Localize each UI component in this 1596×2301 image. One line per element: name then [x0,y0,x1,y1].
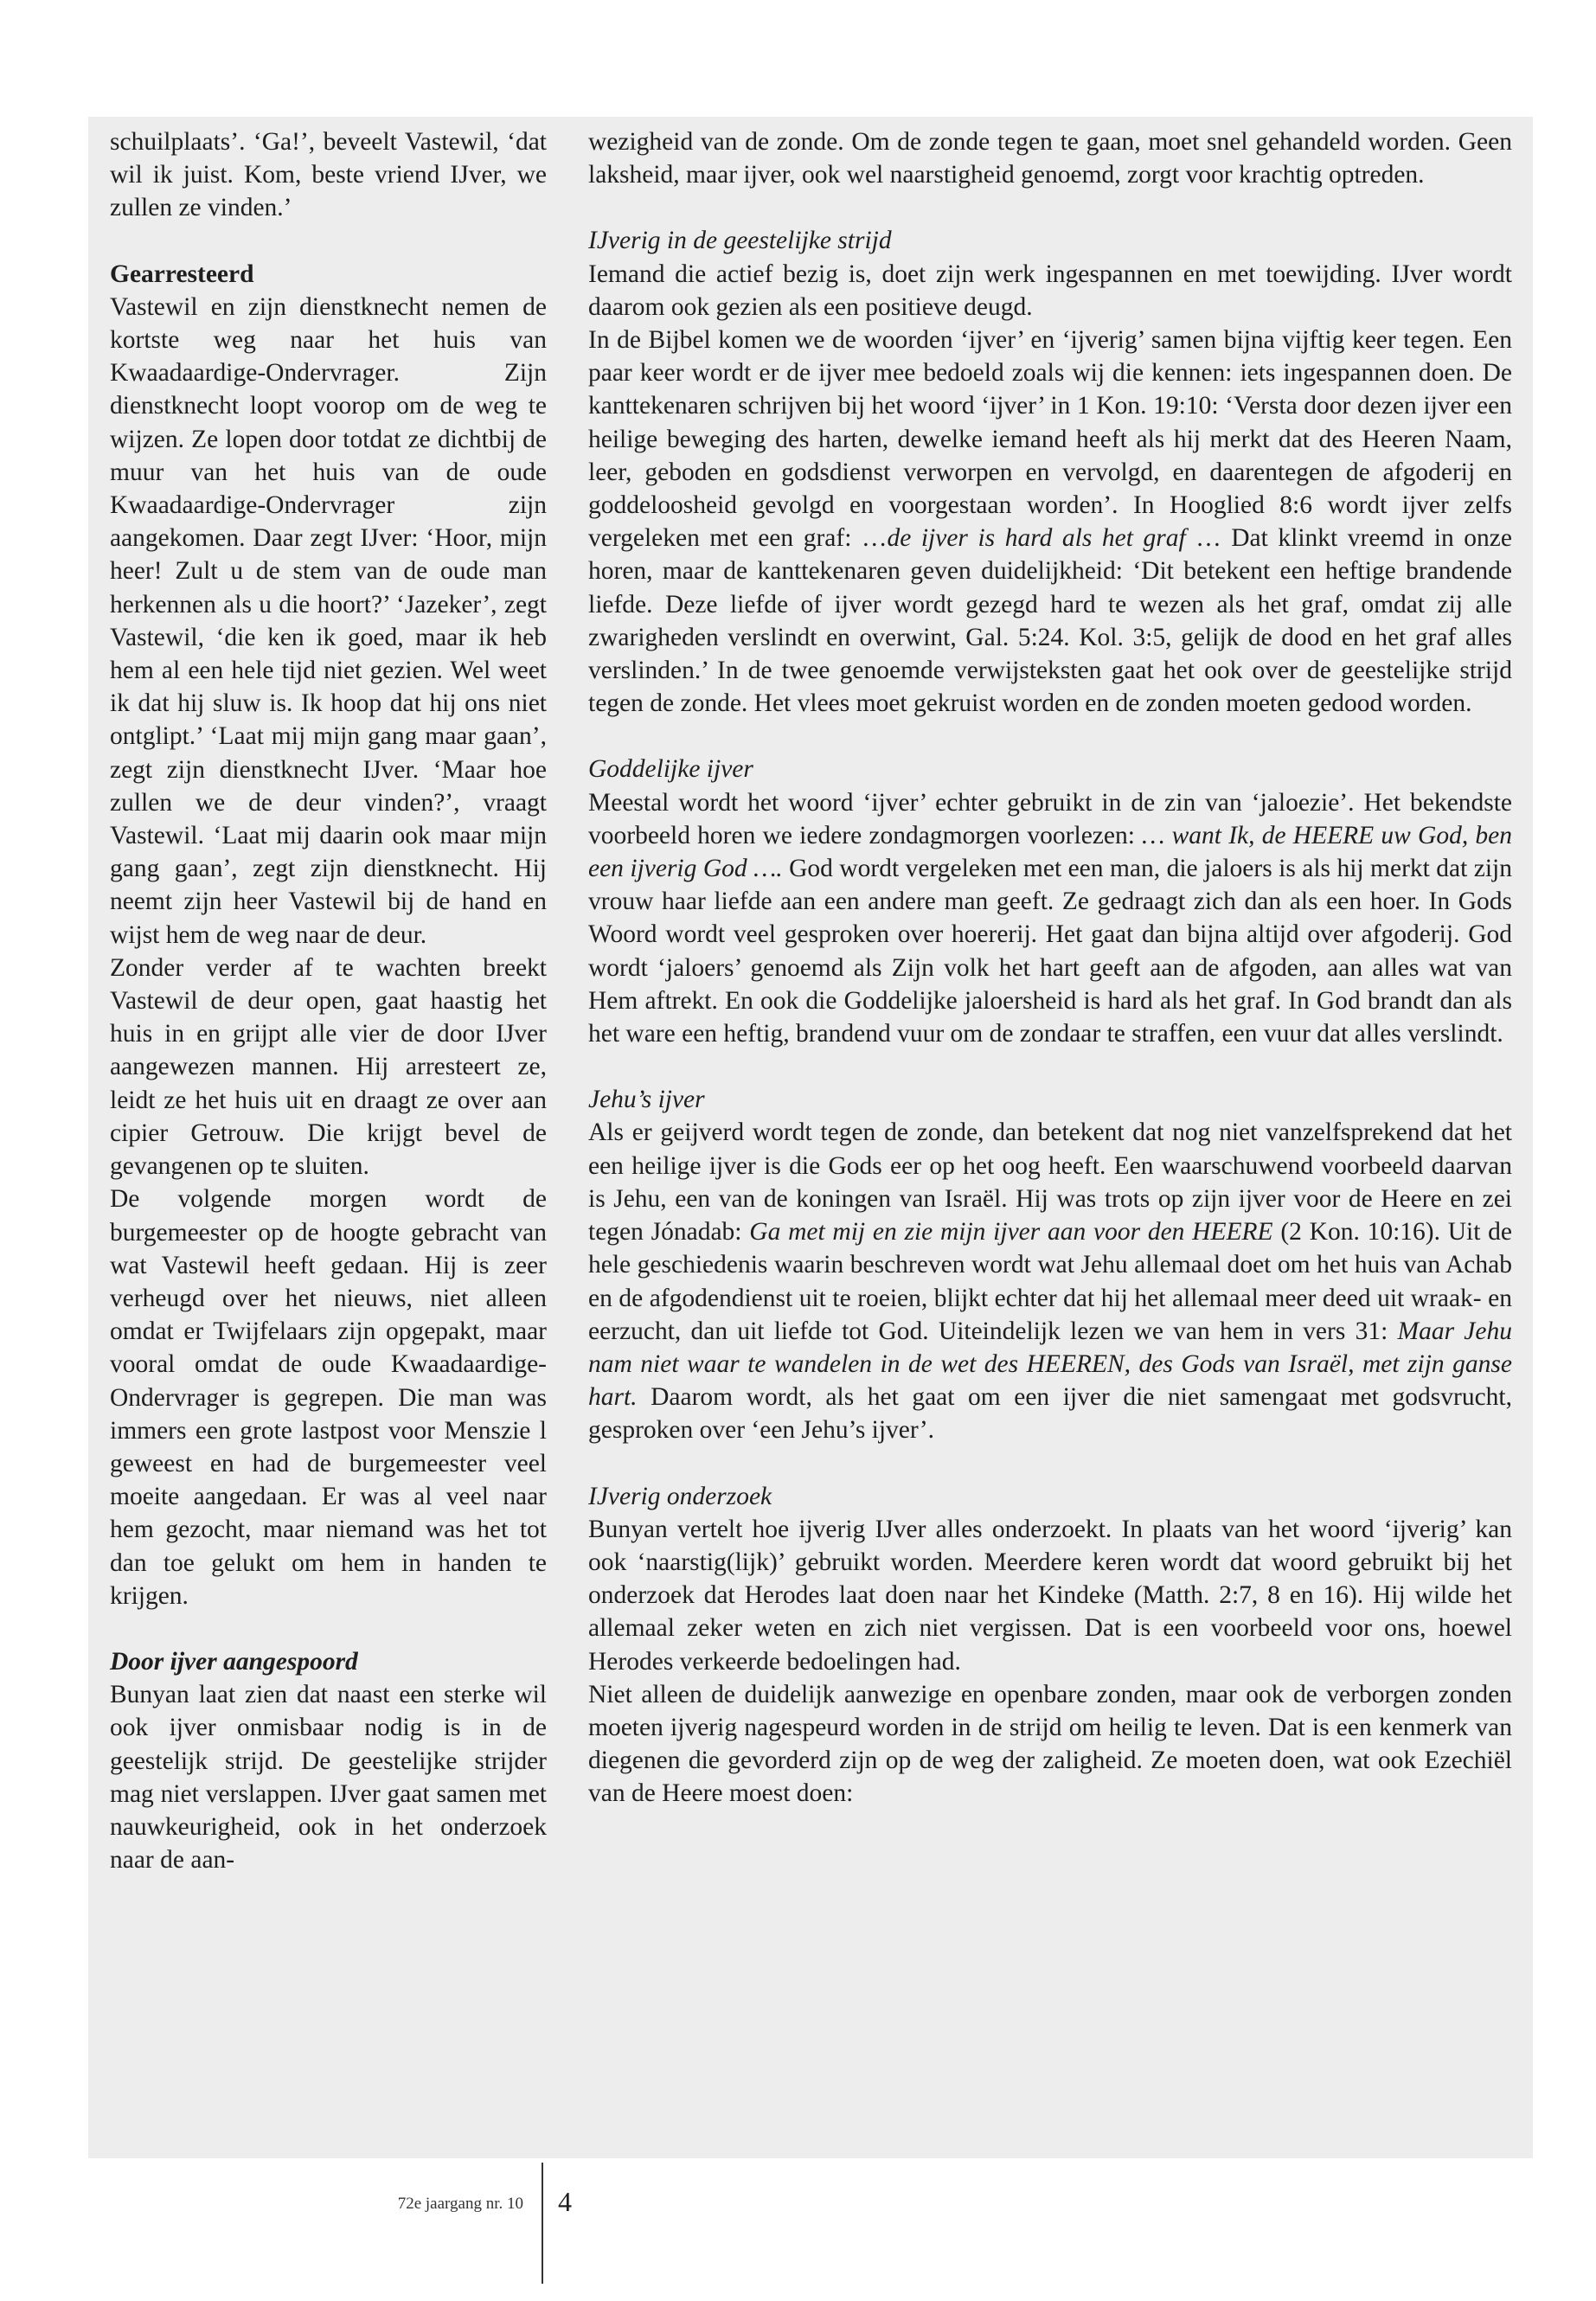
text-run: In de Bijbel komen we de woorden ‘ijver’ en ‘ijverig’ samen bijna vijftig keer tegen. Een paar keer wordt er de ijver mee bedoeld zoals wij die kennen: iets ingespannen doen. De kanttekenaren schrijven bij het woord ‘ijver’ in 1 Kon. 19:10: ‘Versta door dezen ijver een heilige beweging des harten, dewelke iemand heeft als hij merkt dat des Heeren Naam, leer, geboden en godsdienst verworpen en vervolgd, en daarentegen de afgoderij en goddeloosheid gevolgd en voorgestaan worden’. In Hooglied 8:6 wordt ijver zelfs vergeleken met een graf: … [588,326,1512,553]
right-paragraph-7: Niet alleen de duidelijk aanwezige en openbare zonden, maar ook de verborgen zonden moeten ijverig nagespeurd worden in de strijd om heilig te leven. Dat is een kenmerk van diegenen die gevorderd zijn op de weg der zaligheid. Ze moeten doen, wat ook Ezechiël van de Heere moest doen: [588,1680,1512,1808]
heading-ijverig-onderzoek: IJverig onderzoek [588,1482,772,1510]
left-column [110,125,547,1876]
paragraph-gap [588,191,1512,224]
right-paragraph-2: Iemand die actief bezig is, doet zijn werk ingespannen en met toewijding. IJver wordt daarom ook gezien als een positieve deugd. [588,260,1512,321]
text-run: Meestal wordt het woord ‘ijver’ echter gebruikt in de zin van ‘jaloezie’. Het bekendste voorbeeld horen we iedere zondagmorgen voorlezen: [588,788,1512,849]
paragraph-gap [110,1612,547,1645]
paragraph-gap [110,225,547,258]
right-paragraph-5 [588,1116,1512,1446]
left-paragraph-4: De volgende morgen wordt de burgemeester op de hoogte gebracht van wat Vastewil heeft gedaan. Hij is zeer verheugd over het nieuws, niet alleen omdat er Twijfelaars zijn opgepakt, maar vooral omdat de oude Kwaadaardige-Ondervrager is gegrepen. Die man was immers een grote lastpost voor Menszie l geweest en had de burgemeester veel moeite aangedaan. Er was al veel naar hem gezocht, maar niemand was het tot dan toe gelukt om hem in handen te krijgen. [110,1185,547,1610]
paragraph-gap [588,720,1512,753]
right-paragraph-4 [588,786,1512,1051]
quote-2-kon: Ga met mij en zie mijn ijver aan voor den HEERE [749,1218,1273,1247]
quote-hooglied: de ijver is hard als het graf [887,524,1186,553]
left-paragraph-1: schuilplaats’. ‘Ga!’, beveelt Vastewil, ‘dat wil ik juist. Kom, beste vriend IJver, we zullen ze vinden.’ [110,128,547,222]
text-run: … Dat klinkt vreemd in onze horen, maar de kanttekenaren geven duidelijkheid: ‘Dit betekent een heftige brandende liefde. Deze liefde of ijver wordt gezegd hard te wezen als het graf, omdat zij alle zwarigheden verslindt en overwint, Gal. 5:24. Kol. 3:5, gelijk de dood en het graf alles verslinden.’ In de twee genoemde verwijsteksten gaat het ook over de geestelijke strijd tegen de zonde. Het vlees moet gekruist worden en de zonden moeten gedood worden. [588,524,1512,718]
heading-door-ijver-aangespoord: Door ijver aangespoord [110,1647,358,1676]
left-paragraph-2: Vastewil en zijn dienstknecht nemen de kortste weg naar het huis van Kwaadaardige-Ondervrager. Zijn dienstknecht loopt voorop om de weg te wijzen. Ze lopen door totdat ze dichtbij de muur van het huis van de oude Kwaadaardige-Ondervrager zijn aangekomen. Daar zegt IJver: ‘Hoor, mijn heer! Zult u de stem van de oude man herkennen als u die hoort?’ ‘Jazeker’, zegt Vastewil, ‘die ken ik goed, maar ik heb hem al een hele tijd niet gezien. Wel weet ik dat hij sluw is. Ik hoop dat hij ons niet ontglipt.’ ‘Laat mij mijn gang maar gaan’, zegt zijn dienstknecht IJver. ‘Maar hoe zullen we de deur vinden?’, vraagt Vastewil. ‘Laat mij daarin ook maar mijn gang gaan’, zegt zijn dienstknecht. Hij neemt zijn heer Vastewil bij de hand en wijst hem de weg naar de deur. [110,292,547,949]
left-paragraph-3: Zonder verder af te wachten breekt Vastewil de deur open, gaat haastig het huis in en grijpt alle vier de door IJver aangewezen mannen. Hij arresteert ze, leidt ze het huis uit en draagt ze over aan cipier Getrouw. Die krijgt bevel de gevangenen op te sluiten. [110,953,547,1181]
left-paragraph-5: Bunyan laat zien dat naast een sterke wil ook ijver onmisbaar nodig is in de geestelijk strijd. De geestelijke strijder mag niet verslappen. IJver gaat samen met nauwkeurigheid, ook in het onderzoek naar de aan- [110,1681,547,1875]
heading-goddelijke-ijver: Goddelijke ijver [588,755,753,784]
text-run: Daarom wordt, als het gaat om een ijver die niet samengaat met godsvrucht, gesproken over ‘een Jehu’s ijver’. [588,1383,1512,1445]
right-paragraph-6: Bunyan vertelt hoe ijverig IJver alles onderzoekt. In plaats van het woord ‘ijverig’ kan ook ‘naarstig(lijk)’ gebruikt worden. Meerdere keren wordt dat woord gebruikt bij het onderzoek dat Herodes laat doen naar het Kindeke (Matth. 2:7, 8 en 16). Hij wilde het allemaal zeker weten en zich niet vergissen. Dat is een voorbeeld voor ons, hoewel Herodes verkeerde bedoelingen had. [588,1515,1512,1676]
heading-jehus-ijver: Jehu’s ijver [588,1086,705,1114]
page-number: 4 [558,2186,572,2217]
heading-ijverig-in-de-geestelijke-strijd: IJverig in de geestelijke strijd [588,227,892,255]
quote-vers-31: Maar Jehu nam niet waar te wandelen in de wet des HEEREN, des Gods van Israël, met zijn ganse hart. [588,1317,1512,1412]
paragraph-gap [588,1447,1512,1480]
footer-issue: 72e jaargang nr. 10 [397,2195,523,2213]
heading-gearresteerd: Gearresteerd [110,260,254,288]
right-paragraph-3 [588,324,1512,720]
text-run: God wordt vergeleken met een man, die jaloers is als hij merkt dat zijn vrouw haar liefde aan een andere man geeft. Ze gedraagt zich dan als een hoer. In Gods Woord wordt veel gesproken over hoererij. Het gaat dan bijna altijd over afgoderij. God wordt ‘jaloers’ genoemd als Zijn volk het hart geeft aan de afgoden, aan alles wat van Hem aftrekt. En ook die Goddelijke jaloersheid is hard als het graf. In God brandt dan als het ware een heftig, brandend vuur om de zondaar te straffen, een vuur dat alles verslindt. [588,855,1512,1048]
quote-ijverig-god: … want Ik, de HEERE uw God, ben een ijverig God …. [588,821,1512,883]
text-run: Als er geijverd wordt tegen de zonde, dan betekent dat nog niet vanzelfsprekend dat het een heilige ijver is die Gods eer op het oog heeft. Een waarschuwend voorbeeld daarvan is Jehu, een van de koningen van Israël. Hij was trots op zijn ijver voor de Heere en zei tegen Jónadab: [588,1118,1512,1247]
paragraph-gap [588,1050,1512,1083]
right-paragraph-1: wezigheid van de zonde. Om de zonde tegen te gaan, moet snel gehandeld worden. Geen laksheid, maar ijver, ook wel naarstigheid genoemd, zorgt voor krachtig optreden. [588,128,1512,189]
right-column [588,125,1512,1811]
footer-divider [542,2163,543,2284]
text-run: (2 Kon. 10:16). Uit de hele geschiedenis waarin beschreven wordt wat Jehu allemaal doet om het huis van Achab en de afgodendienst uit te roeien, blijkt echter dat hij het allemaal meer deed uit wraak- en eerzucht, dan uit liefde tot God. Uiteindelijk lezen we van hem in vers 31: [588,1218,1513,1345]
